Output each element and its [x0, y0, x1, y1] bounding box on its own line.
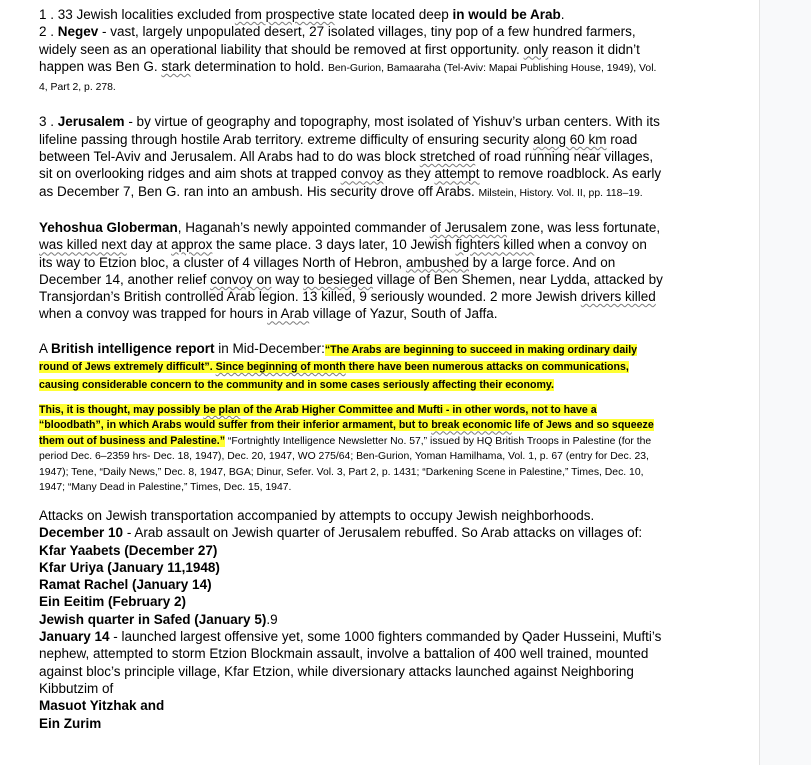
- document-body[interactable]: [39, 6, 663, 732]
- flagged-highlight[interactable]: be plan: [203, 403, 241, 416]
- item-2-paragraph: [39, 23, 663, 96]
- intel-quote-paragraph: [39, 403, 663, 496]
- text-run: as they: [383, 166, 435, 182]
- text-run: when a convoy was trapped for hours: [39, 306, 268, 322]
- flagged-word[interactable]: only: [523, 41, 549, 57]
- text-run: way: [271, 271, 304, 287]
- item-1-paragraph: [39, 6, 663, 23]
- text-run: A: [39, 340, 52, 356]
- flagged-word[interactable]: to besieged: [303, 271, 373, 287]
- spacer: [39, 496, 663, 507]
- flagged-word[interactable]: ambushed: [405, 254, 469, 270]
- bold-run: Negev: [57, 24, 99, 40]
- flagged-word[interactable]: drivers killed: [580, 289, 656, 305]
- flagged-word[interactable]: convoy on: [210, 271, 272, 287]
- text-run: the same place. 3 days later, 10 Jewish: [212, 237, 456, 253]
- bold-run: British intelligence report: [51, 340, 215, 356]
- flagged-word[interactable]: in Arab: [267, 306, 310, 322]
- flagged-word[interactable]: convoy: [340, 166, 384, 182]
- spacer: [39, 392, 663, 403]
- village-item: Ramat Rachel (January 14): [39, 577, 212, 593]
- bold-run: in would be Arab: [452, 7, 561, 22]
- text-run: road between Tel-Aviv and Jerusalem. All Arabs had to do was block: [39, 131, 638, 165]
- text-run: - vast, largely unpopulated desert, 27 isolated villages, tiny pop of a few hundred farmers, widely seen as an operational liability that should be removed at first opportunity.: [39, 24, 636, 57]
- item-number: 1 .: [39, 7, 58, 22]
- text-run: determination to hold.: [190, 58, 328, 74]
- text-run: , Haganah’s newly appointed commander: [177, 219, 430, 235]
- intel-paragraph: [39, 340, 663, 392]
- highlighted-quote: there have been numerous attacks on communications, causing considerable concern to the community and in some cases seriously affecting their economy.: [39, 361, 629, 391]
- globerman-paragraph: [39, 219, 663, 323]
- text-run: - by virtue of geography and topography, most isolated of Yishuv’s urban centers. With its lifeline passing through hostile Arab territory. extreme difficulty of ensuring security: [39, 114, 660, 147]
- bold-run: January 14: [39, 629, 110, 645]
- citation: Milstein, History. Vol. II, pp. 118–19.: [478, 187, 643, 199]
- text-run: 33 Jewish localities excluded: [57, 7, 235, 22]
- flagged-word[interactable]: was killed next: [39, 237, 127, 253]
- text-run: village of Yazur, South of Jaffa.: [309, 306, 498, 322]
- jan14-paragraph: [39, 628, 663, 697]
- kibbutz-item: Masuot Yitzhak and: [39, 698, 165, 714]
- village-item: Kfar Uriya (January 11,1948): [39, 559, 220, 575]
- highlighted-quote: life of Jews and so squeeze them out of business and Palestine.”: [39, 419, 654, 447]
- flagged-word[interactable]: along 60 km: [533, 131, 607, 147]
- bold-run: Jewish quarter in Safed (January 5): [39, 611, 267, 627]
- flagged-word[interactable]: stretched: [419, 149, 476, 165]
- bold-run: Jerusalem: [57, 114, 125, 130]
- flagged-word[interactable]: approx: [171, 237, 213, 253]
- safed-line: [39, 611, 663, 628]
- spacer: [39, 96, 663, 113]
- text-run: reason it didn’t happen was Ben G.: [39, 41, 640, 74]
- bold-run: December 10: [39, 525, 124, 541]
- text-run: to remove roadblock. As early as December 7, Ben G. ran into an ambush. His security drove off Arabs.: [39, 166, 662, 199]
- text-run: state located deep: [334, 7, 453, 22]
- kibbutz-item: Ein Zurim: [39, 715, 102, 731]
- text-run: - Arab assault on Jewish quarter of Jerusalem rebuffed. So Arab attacks on villages of:: [123, 525, 643, 541]
- flagged-word[interactable]: fighters killed: [455, 237, 535, 253]
- village-item: Ein Eeitim (February 2): [39, 594, 187, 610]
- text-run: zone, was less fortunate,: [507, 219, 661, 235]
- highlighted-quote: of the Arab Higher Committee and Mufti - in other words, not to have a “bloodbath”, in which Arabs would suffer from their inferior armament, but to: [39, 403, 597, 432]
- text-run: in Mid-December:: [214, 340, 325, 356]
- item-number: 2 .: [39, 24, 58, 40]
- citation: “Fortnightly Intelligence Newsletter No. 57,” issued by HQ British Troops in Palestine (for the period Dec. 6–2359 hrs- Dec. 18, 1947), Dec. 20, 1947, WO 275/64; Ben-Gurion, Yoman Hamilhama, Vol. 1, p. 67 (entry for Dec. 23, 1947); Tene, “Daily News,” Dec. 8, 1947, BGA; Dinur, Sefer. Vol. 3, Part 2, p. 1431; “Darkening Scene in Palestine,” Times, Dec. 10, 1947; “Many Dead in Palestine,” Times, Dec. 15, 1947.: [39, 435, 652, 494]
- flagged-word[interactable]: from prospective: [234, 7, 335, 22]
- village-item: Kfar Yaabets (December 27): [39, 542, 218, 558]
- highlighted-quote: This, it is thought, may possibly: [39, 403, 204, 416]
- attacks-intro: Attacks on Jewish transportation accompanied by attempts to occupy Jewish neighborhoods.: [39, 507, 595, 523]
- item-number: 3 .: [39, 114, 58, 130]
- bold-run: Yehoshua Globerman: [39, 219, 178, 235]
- spacer: [39, 202, 663, 219]
- flagged-highlight[interactable]: break economic: [431, 419, 512, 432]
- text-run: .9: [266, 611, 278, 627]
- text-run: - launched largest offensive yet, some 1000 fighters commanded by Qader Husseini, Mufti’s nephew, attempted to storm Etzion Blockmain assault, involve a battalion of 400 well trained, mounted against bloc’s principle village, Kfar Etzion, while diversionary attacks launched against Neighboring Kibbutzim of: [39, 629, 662, 696]
- text-run: .: [560, 7, 565, 22]
- flagged-word[interactable]: stark: [161, 58, 191, 74]
- item-3-paragraph: [39, 113, 663, 201]
- text-run: day at: [126, 237, 172, 253]
- highlighted-quote: “The Arabs are beginning to succeed in making ordinary daily round of Jews extremely difficult”.: [39, 343, 638, 374]
- flagged-highlight[interactable]: Since beginning of month: [215, 361, 346, 374]
- page-side-gutter: [759, 0, 811, 765]
- citation: Ben-Gurion, Bamaaraha (Tel-Aviv: Mapai Publishing House, 1949), Vol. 4, Part 2, p. 278.: [39, 62, 657, 94]
- text-run: village of Ben Shemen, near Lydda, attacked by Transjordan’s British controlled Arab legion. 13 killed, 9 seriously wounded. 2 more Jewish: [39, 271, 663, 305]
- text-run: of road running near villages, sit on overlooking ridges and aim shots at trapped: [39, 149, 654, 182]
- spacer: [39, 323, 663, 340]
- text-run: by a large force. And on December 14, another relief: [39, 254, 616, 287]
- flagged-word[interactable]: attempt: [434, 166, 480, 182]
- text-run: when a convoy on its way to Etzion bloc, a cluster of 4 villages North of Hebron,: [39, 237, 647, 270]
- flagged-word[interactable]: of Jerusalem: [429, 219, 507, 235]
- dec10-line: [39, 524, 663, 541]
